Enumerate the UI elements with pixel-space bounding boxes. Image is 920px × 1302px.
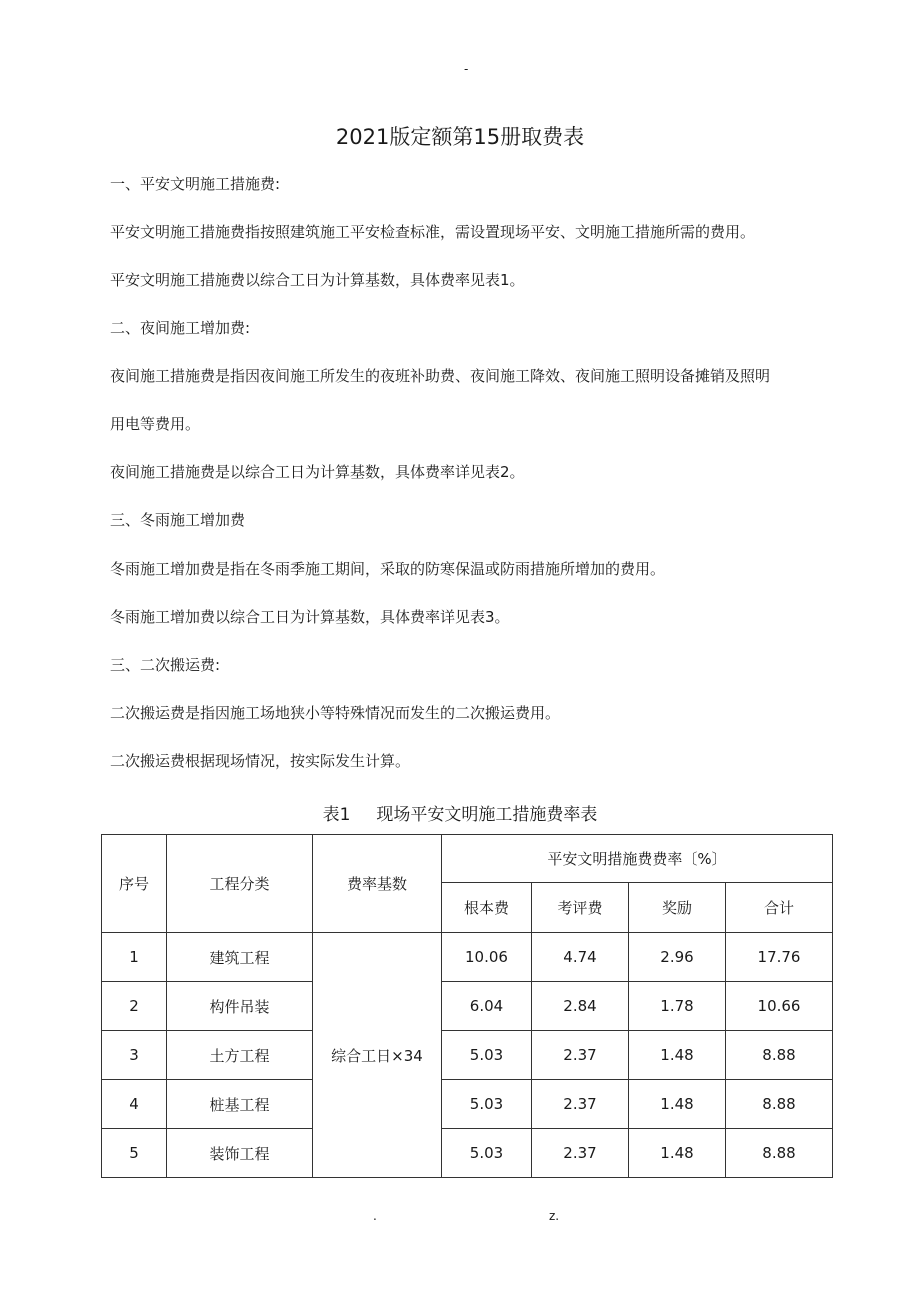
header-rate-group: 平安文明措施费费率〔%〕 — [442, 835, 833, 883]
cell-seq: 1 — [102, 933, 167, 982]
header-evaluation-fee: 考评费 — [532, 883, 629, 933]
paragraph: 二次搬运费根据现场情况，按实际发生计算。 — [110, 752, 411, 770]
header-reward: 奖励 — [629, 883, 726, 933]
header-seq: 序号 — [102, 835, 167, 933]
cell-seq: 3 — [102, 1031, 167, 1080]
paragraph: 冬雨施工增加费以综合工日为计算基数，具体费率详见表3。 — [110, 608, 510, 626]
footer-mark-right: z. — [549, 1209, 560, 1223]
header-base: 费率基数 — [313, 835, 442, 933]
footer-mark-left: . — [373, 1209, 377, 1223]
cell-total: 10.66 — [726, 982, 833, 1031]
cell-seq: 2 — [102, 982, 167, 1031]
header-basic-fee: 根本费 — [442, 883, 532, 933]
cell-evaluation-fee: 2.84 — [532, 982, 629, 1031]
paragraph: 平安文明施工措施费指按照建筑施工平安检查标准，需设置现场平安、文明施工措施所需的费用。 — [110, 223, 756, 241]
table-row — [102, 1080, 833, 1129]
cell-reward: 1.48 — [629, 1080, 726, 1129]
cell-basic-fee: 6.04 — [442, 982, 532, 1031]
table-row — [102, 1031, 833, 1080]
section-heading-night: 二、夜间施工增加费: — [110, 319, 251, 337]
cell-category: 构件吊装 — [167, 982, 313, 1031]
cell-category: 桩基工程 — [167, 1080, 313, 1129]
cell-evaluation-fee: 2.37 — [532, 1080, 629, 1129]
paragraph: 冬雨施工增加费是指在冬雨季施工期间，采取的防寒保温或防雨措施所增加的费用。 — [110, 560, 666, 578]
cell-reward: 1.78 — [629, 982, 726, 1031]
cell-total: 17.76 — [726, 933, 833, 982]
section-heading-transport: 三、二次搬运费: — [110, 656, 221, 674]
cell-evaluation-fee: 2.37 — [532, 1129, 629, 1178]
table-row — [102, 933, 833, 982]
cell-total: 8.88 — [726, 1080, 833, 1129]
cell-category: 土方工程 — [167, 1031, 313, 1080]
paragraph: 二次搬运费是指因施工场地狭小等特殊情况而发生的二次搬运费用。 — [110, 704, 561, 722]
fee-rate-table — [101, 834, 833, 1178]
table-caption — [0, 800, 920, 825]
cell-reward: 2.96 — [629, 933, 726, 982]
section-heading-winter-rain: 三、冬雨施工增加费 — [110, 511, 246, 529]
page-header-mark: - — [464, 62, 469, 76]
cell-seq: 4 — [102, 1080, 167, 1129]
cell-evaluation-fee: 4.74 — [532, 933, 629, 982]
cell-base-value: 综合工日×34 — [313, 933, 442, 1178]
header-total: 合计 — [726, 883, 833, 933]
table-caption-text: 现场平安文明施工措施费率表 — [376, 805, 598, 825]
cell-category: 装饰工程 — [167, 1129, 313, 1178]
cell-basic-fee: 5.03 — [442, 1031, 532, 1080]
cell-evaluation-fee: 2.37 — [532, 1031, 629, 1080]
cell-seq: 5 — [102, 1129, 167, 1178]
cell-reward: 1.48 — [629, 1031, 726, 1080]
table-row — [102, 1129, 833, 1178]
table-caption-number: 表1 — [322, 805, 351, 825]
table-row — [102, 982, 833, 1031]
header-category: 工程分类 — [167, 835, 313, 933]
section-heading-safety: 一、平安文明施工措施费: — [110, 175, 281, 193]
cell-basic-fee: 5.03 — [442, 1129, 532, 1178]
cell-total: 8.88 — [726, 1129, 833, 1178]
paragraph: 用电等费用。 — [110, 415, 201, 433]
paragraph: 夜间施工措施费是指因夜间施工所发生的夜班补助费、夜间施工降效、夜间施工照明设备摊销及照明 — [110, 367, 771, 385]
table-header-row — [102, 835, 833, 883]
document-title: 2021版定额第15册取费表 — [335, 125, 585, 149]
paragraph: 夜间施工措施费是以综合工日为计算基数，具体费率详见表2。 — [110, 463, 525, 481]
cell-reward: 1.48 — [629, 1129, 726, 1178]
cell-total: 8.88 — [726, 1031, 833, 1080]
cell-basic-fee: 5.03 — [442, 1080, 532, 1129]
cell-category: 建筑工程 — [167, 933, 313, 982]
paragraph: 平安文明施工措施费以综合工日为计算基数，具体费率见表1。 — [110, 271, 525, 289]
cell-basic-fee: 10.06 — [442, 933, 532, 982]
